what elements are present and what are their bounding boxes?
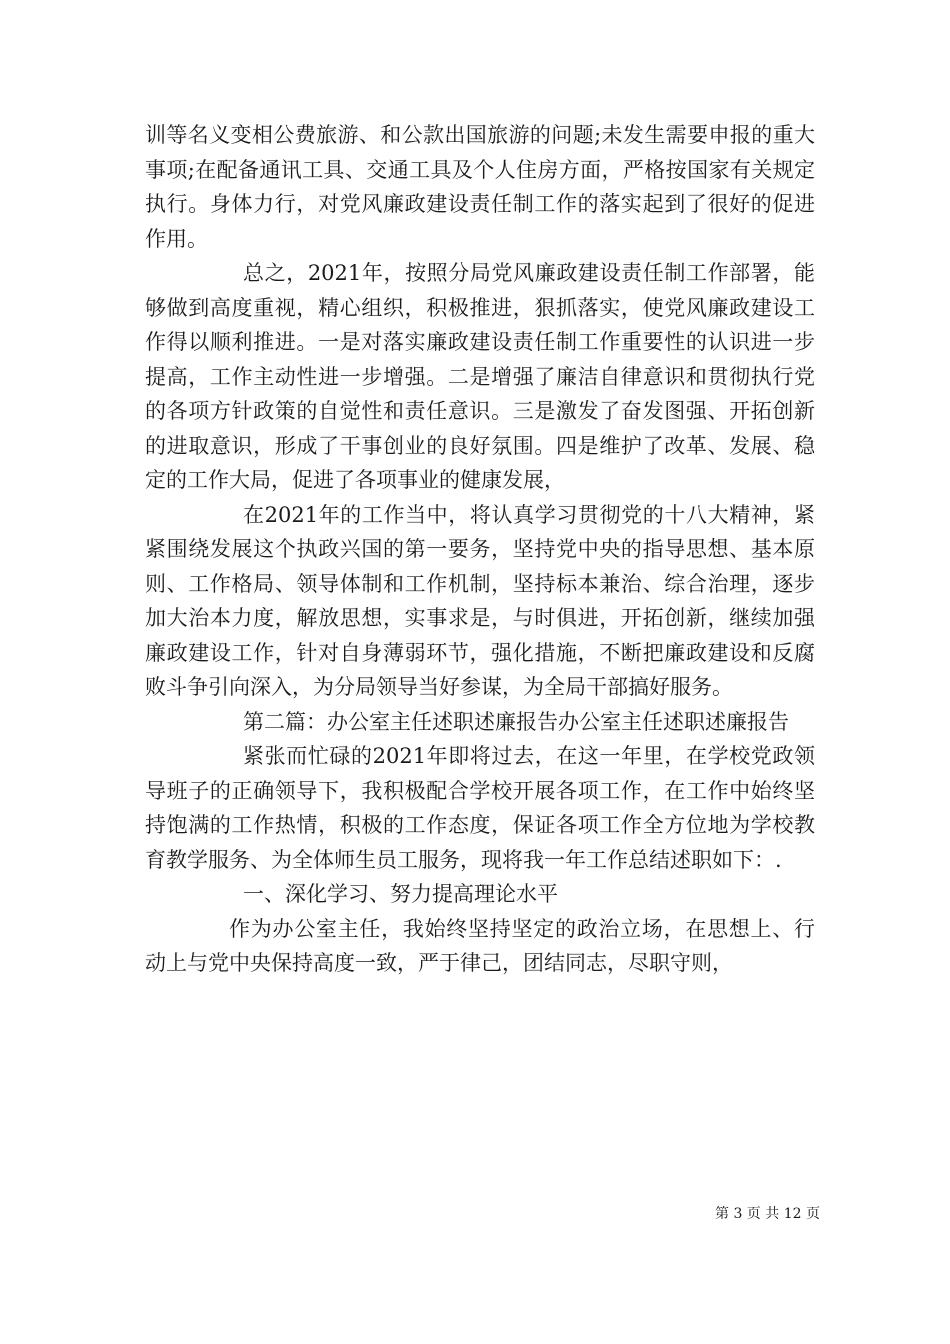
paragraph-intro: 紧张而忙碌的2021年即将过去，在这一年里，在学校党政领导班子的正确领导下，我积极配合学校开展各项工作，在工作中始终坚持饱满的工作热情，积极的工作态度，保证各项工作全方位地为学校教育教学服务、为全体师生员工服务，现将我一年工作总结述职如下：. [145,744,815,872]
paragraph-summary: 总之，2021年，按照分局党风廉政建设责任制工作部署，能够做到高度重视，精心组织，积极推进，狠抓落实，使党风廉政建设工作得以顺利推进。一是对落实廉政建设责任制工作重要性的认识进一步提高，工作主动性进一步增强。二是增强了廉洁自律意识和贯彻执行党的各项方针政策的自觉性和责任意识。三是激发了奋发图强、开拓创新的进取意识，形成了干事创业的良好氛围。四是维护了改革、发展、稳定的工作大局，促进了各项事业的健康发展， [145,261,815,492]
paragraph-continuation: 训等名义变相公费旅游、和公款出国旅游的问题;未发生需要申报的重大事项;在配备通讯工具、交通工具及个人住房方面，严格按国家有关规定执行。身体力行，对党风廉政建设责任制工作的落实起到了很好的促进作用。 [145,123,815,251]
section-heading: 一、深化学习、努力提高理论水平 [243,882,558,906]
paragraph-section-body: 作为办公室主任，我始终坚持坚定的政治立场，在思想上、行动上与党中央保持高度一致，严于律己，团结同志，尽职守则， [145,916,815,975]
document-body [145,118,815,981]
chapter-title: 第二篇：办公室主任述职述廉报告办公室主任述职述廉报告 [243,709,789,734]
paragraph-plan: 在2021年的工作当中，将认真学习贯彻党的十八大精神，紧紧围绕发展这个执政兴国的第一要务，坚持党中央的指导思想、基本原则、工作格局、领导体制和工作机制，坚持标本兼治、综合治理，逐步加大治本力度，解放思想，实事求是，与时俱进，开拓创新，继续加强廉政建设工作，针对自身薄弱环节，强化措施，不断把廉政建设和反腐败斗争引向深入，为分局领导当好参谋，为全局干部搞好服务。 [145,502,815,699]
page-number-footer: 第 3 页 共 12 页 [715,1206,820,1222]
